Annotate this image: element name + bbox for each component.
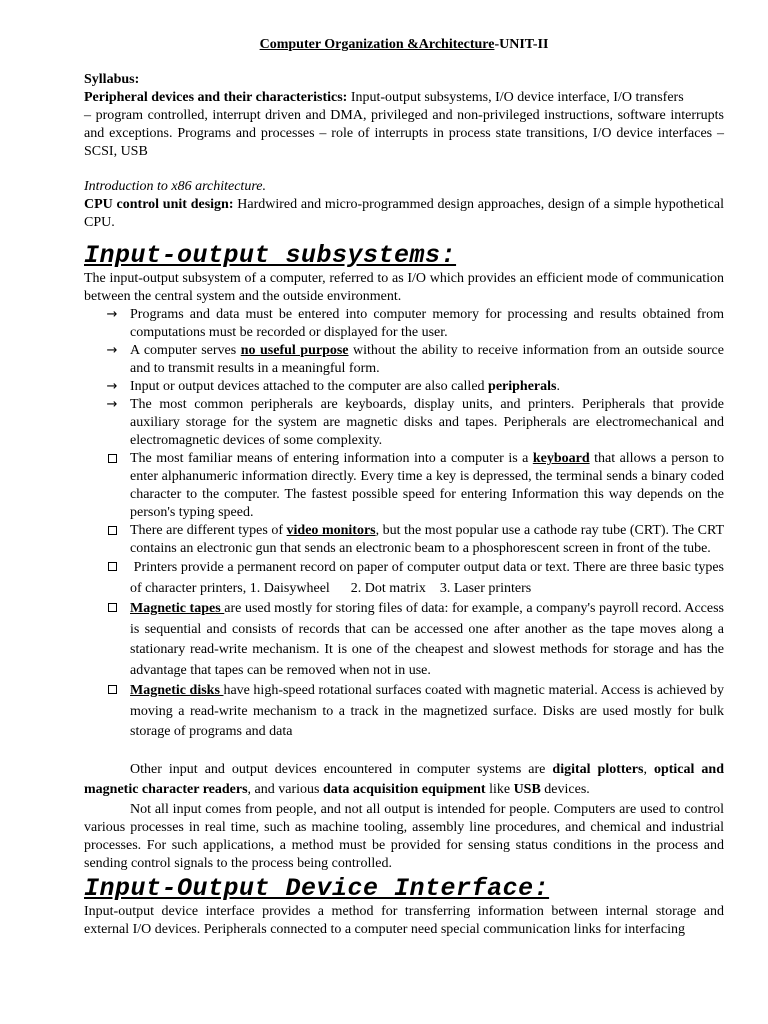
checkbox-square-icon [108, 526, 117, 535]
other-devices-paragraph: Other input and output devices encountered in computer systems are digital plotters, optical and magnetic character readers, and various data acquisition equipment like USB devices. [84, 761, 725, 797]
section-heading-io-subsystems: Input-output subsystems: [84, 241, 457, 270]
list-item: Printers provide a permanent record on paper of computer output data or text. There are three basic types of character printers, 1. Daisywheel 2. Dot matrix 3. Laser printers [84, 558, 724, 599]
list-item: → Input or output devices attached to the computer are also called peripherals. [84, 378, 724, 396]
arrow-bullet-list [84, 306, 724, 450]
section-heading-io-device-interface: Input-Output Device Interface: [84, 873, 550, 903]
not-all-input-paragraph: Not all input comes from people, and not all output is intended for people. Computers are used to control various processes in real time, such as machine tooling, assembly line procedures, and chemical and industrial processes. For such applications, a method must be provided for sensing status conditions in the process and sending control signals to the process being controlled. [84, 801, 724, 871]
syllabus-paragraph-1: Peripheral devices and their characteristics: Input-output subsystems, I/O device interface, I/O transfers [84, 90, 684, 105]
list-item: Magnetic tapes are used mostly for storing files of data: for example, a company's payroll record. Access is sequential and consists of records that can be accessed one after another as the tape moves along a stationary read-write mechanism. It is one of the cheapest and slowest methods for storage and has the advantage that tapes can be removed when not in use. [84, 599, 724, 681]
checkbox-square-icon [108, 454, 117, 463]
list-item: → The most common peripherals are keyboards, display units, and printers. Peripherals that provide auxiliary storage for the system are magnetic disks and tapes. Peripherals are electromechanical and electromagnetic devices of some complexity. [84, 396, 724, 450]
syllabus-label: Syllabus: [84, 72, 140, 87]
io-interface-intro: Input-output device interface provides a method for transferring information between internal storage and external I/O devices. Peripherals connected to a computer need special communication links for interfacing [84, 903, 724, 937]
arrow-icon: → [106, 307, 118, 322]
syllabus-intro-x86: Introduction to x86 architecture. [84, 179, 266, 194]
arrow-icon: → [106, 343, 118, 358]
checkbox-square-icon [108, 562, 117, 571]
list-item: Magnetic disks have high-speed rotational surfaces coated with magnetic material. Access is achieved by moving a read-write mechanism to a track in the magnetized surface. Disks are used mostly for bulk storage of programs and data [84, 681, 724, 743]
list-item: The most familiar means of entering information into a computer is a keyboard that allows a person to enter alphanumeric information directly. Every time a key is depressed, the terminal sends a binary coded character to the computer. The fastest possible speed for entering Information this way depends on the person's typing speed. [84, 450, 724, 522]
title-course: Computer Organization &Architecture [259, 37, 495, 52]
page-title [84, 36, 724, 54]
syllabus-paragraph-2: – program controlled, interrupt driven and DMA, privileged and non-privileged instructions, software interrupts and exceptions. Programs and processes – role of interrupts in process state transitions, I/O device interfaces – SCSI, USB [84, 108, 724, 159]
arrow-icon: → [106, 379, 118, 394]
arrow-icon: → [106, 397, 118, 412]
list-item: There are different types of video monitors, but the most popular use a cathode ray tube (CRT). The CRT contains an electronic gun that sends an electronic beam to a phosphorescent screen in front of the tube. [84, 522, 724, 558]
document-page [84, 36, 728, 939]
checkbox-square-icon [108, 685, 117, 694]
checkbox-bullet-list [84, 450, 728, 743]
io-subsystem-intro: The input-output subsystem of a computer, referred to as I/O which provides an efficient mode of communication between the central system and the outside environment. [84, 271, 724, 304]
list-item: → Programs and data must be entered into computer memory for processing and results obtained from computations must be recorded or displayed for the user. [84, 306, 724, 342]
checkbox-square-icon [108, 603, 117, 612]
syllabus-cpu-design: CPU control unit design: Hardwired and micro-programmed design approaches, design of a simple hypothetical CPU. [84, 197, 724, 230]
title-unit: -UNIT-II [494, 37, 549, 52]
list-item: → A computer serves no useful purpose without the ability to receive information from an outside source and to transmit results in a meaningful form. [84, 342, 724, 378]
